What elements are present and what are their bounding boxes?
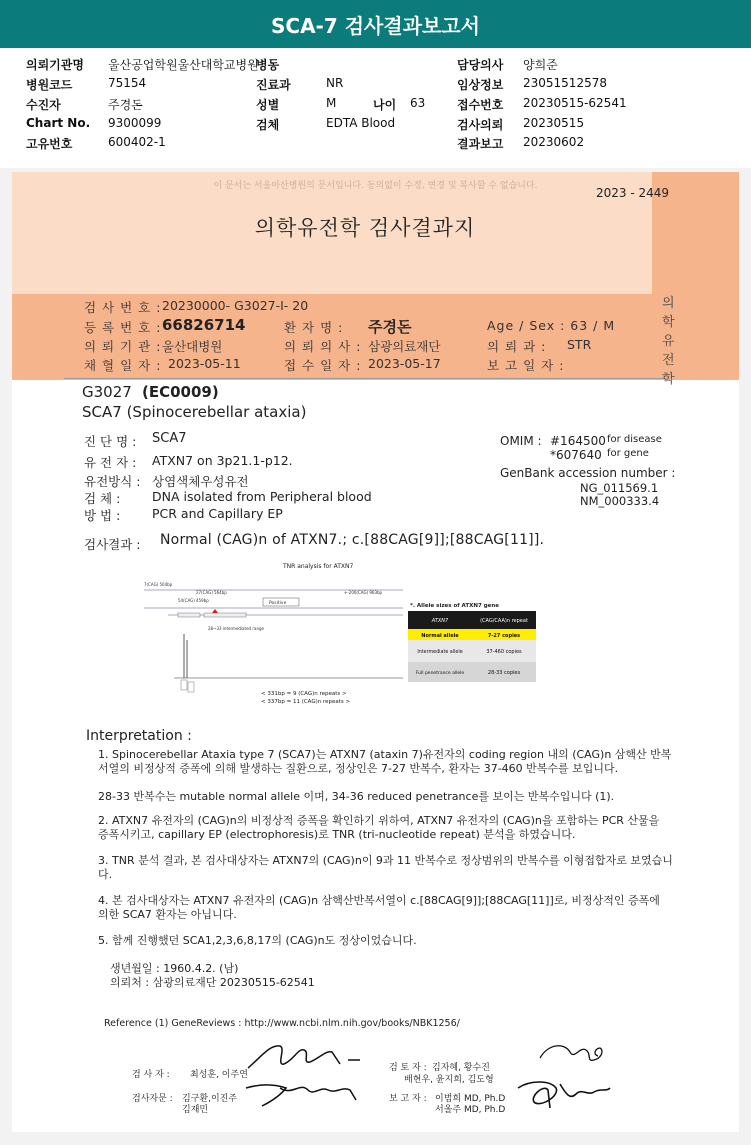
tnr-figure: [138, 560, 638, 710]
reg-no-label: 등 록 번 호 :: [84, 320, 162, 335]
figure-title: TNR analysis for ATXN7: [283, 563, 354, 570]
reference-line: Reference (1) GeneReviews : http://www.ncbi.nlm.nih.gov/books/NBK1256/: [104, 1018, 460, 1029]
reporter-label: 보 고 자 :: [389, 1094, 427, 1104]
inheritance-value: 상염색체우성유전: [152, 474, 249, 489]
range-label: 28~33 intermediated range: [208, 626, 264, 631]
omim-disease-note: for disease: [607, 434, 662, 445]
reporter-signature: [510, 1074, 616, 1114]
receipt-date-value: 2023-05-17: [368, 356, 441, 371]
examiner-value: 최성훈, 이주연: [190, 1070, 248, 1080]
report-title-bar: SCA-7 검사결과보고서: [0, 0, 751, 48]
allele-table-title: *. Allele sizes of ATXN7 gene: [410, 603, 500, 609]
patient-name-label: 환 자 명 :: [284, 320, 344, 335]
hospital-value: 울산공업학원울산대학교병원: [108, 58, 259, 72]
patient-name-value: 주경돈: [368, 318, 412, 336]
sample-value: DNA isolated from Peripheral blood: [152, 489, 372, 504]
ward-label: 병동: [256, 58, 280, 72]
test-name: SCA7 (Spinocerebellar ataxia): [82, 403, 307, 421]
interpretation-title: Interpretation :: [86, 728, 192, 744]
interpretation-paragraph-2: 2. ATXN7 유전자의 (CAG)n의 비정상적 증폭을 확인하기 위하여, ATXN7 유전자의 (CAG)n을 포함하는 PCR 산물을 증폭시키고, capillary EP (electrophoresis)로 TNR (tri-nucleotide repeat) 분석을 하였습니다.: [98, 814, 660, 841]
doctor-value: 양희준: [523, 58, 558, 72]
test-no-label: 검 사 번 호 :: [84, 300, 162, 315]
reviewer-value-2: 배현우, 윤지희, 김도형: [404, 1075, 494, 1085]
omim-label: OMIM :: [500, 434, 542, 448]
gene-label: 유 전 자 :: [84, 455, 137, 470]
specimen-label: 검체: [256, 118, 280, 132]
specimen-value: EDTA Blood: [326, 116, 396, 130]
allele-table-head-gene: ATXN7: [431, 618, 449, 624]
test-code: G3027: [82, 383, 132, 401]
collection-date-label: 채 혈 일 자 :: [84, 358, 162, 373]
advisor-value-2: 김재민: [182, 1105, 209, 1115]
request-dept-label: 의 뢰 과 :: [487, 339, 547, 354]
intermediate-allele-label: Intermediate allele: [417, 650, 463, 655]
result-document: [12, 172, 739, 1132]
top-label-4: Positive: [269, 601, 287, 606]
advisor-signature: [240, 1076, 370, 1110]
report-header: [0, 48, 751, 168]
result-report-label: 결과보고: [457, 137, 504, 151]
document-number: 2023 - 2449: [596, 186, 670, 200]
tnr-figure-svg: [138, 560, 638, 710]
sex-label: 성별: [256, 98, 280, 112]
dept-label: 진료과: [256, 78, 291, 92]
genbank-ng: NG_011569.1: [580, 481, 659, 495]
top-label-3: 54(CAG) 459bp: [178, 598, 209, 603]
clinical-info-value: 23051512578: [523, 76, 607, 90]
uid-value: 600402-1: [108, 135, 166, 149]
requester-label: 의 뢰 의 사 :: [284, 339, 362, 354]
sex-value: M: [326, 96, 337, 110]
watermark-text: 이 문서는 서울아산병원의 문서입니다. 동의없이 수정, 변경 및 복사할 수 없습니다.: [213, 181, 538, 191]
patient-value: 주경돈: [108, 98, 143, 112]
reg-no-value: 66826714: [162, 316, 246, 334]
omim-gene-note: for gene: [607, 448, 649, 459]
intermediate-bin: [204, 613, 246, 617]
method-value: PCR and Capillary EP: [152, 506, 283, 521]
institution-value: 울산대병원: [162, 339, 223, 354]
allele-table-head-repeat: (CAG/CAA)n repeat: [480, 618, 528, 624]
method-label: 방 법 :: [84, 508, 121, 523]
genbank-label: GenBank accession number :: [500, 466, 676, 480]
report-date-label: 보 고 일 자 :: [487, 358, 565, 373]
doctor-label: 담당의사: [457, 58, 504, 72]
side-label: 의학유전학: [662, 296, 675, 387]
reviewer-value-1: 김자혜, 황수진: [432, 1063, 490, 1073]
reviewer-label: 검 토 자 :: [389, 1063, 427, 1073]
result-report-value: 20230602: [523, 135, 585, 149]
receipt-label: 접수번호: [457, 98, 504, 112]
requester-line: 의뢰처 : 삼광의료재단 20230515-62541: [110, 976, 315, 989]
examiner-signature: [240, 1038, 370, 1072]
inheritance-label: 유전방식 :: [84, 474, 141, 489]
reporter-value-2: 서올주 MD, Ph.D: [435, 1105, 506, 1115]
request-label: 검사의뢰: [457, 118, 504, 132]
hospital-label: 의뢰기관명: [26, 58, 84, 72]
request-dept-value: STR: [567, 337, 592, 352]
peak-label-box-2: [188, 682, 194, 692]
document-title: 의학유전학 검사결과지: [254, 216, 476, 240]
full-penetrance-label: Full penetrance allele: [415, 671, 465, 676]
normal-allele-label: Normal allele: [421, 633, 459, 639]
hosp-code-label: 병원코드: [26, 78, 73, 92]
genbank-nm: NM_000333.4: [580, 494, 660, 508]
info-divider: [64, 378, 664, 379]
advisor-label: 검사자문 :: [132, 1094, 173, 1104]
top-label-1: 7(CAG) 504bp: [144, 582, 173, 587]
diagnosis-label: 진 단 명 :: [84, 434, 137, 449]
age-sex: Age / Sex : 63 / M: [487, 318, 616, 333]
age-label: 나이: [373, 98, 397, 112]
top-label-5: +-200(CAG) 963bp: [344, 590, 383, 595]
interpretation-paragraph-1: 1. Spinocerebellar Ataxia type 7 (SCA7)는 ATXN7 (ataxin 7)유전자의 coding region 내의 (CAG)n 삼핵산 반복서열의 비정상적 증폭에 의해 발생하는 질환으로, 정상인은 7-27 반복수, 환자는 37-460 반복수를 보입니다.: [98, 748, 672, 775]
omim-disease-id: #164500: [550, 434, 606, 448]
request-value: 20230515: [523, 116, 585, 130]
interpretation-paragraph-4: 4. 본 검사대상자는 ATXN7 유전자의 (CAG)n 삼핵산반복서열이 c.[88CAG[9]];[88CAG[11]]로, 비정상적인 증폭에 의한 SCA7 환자는 아닙니다.: [98, 894, 660, 921]
allele-marker: [212, 609, 218, 613]
result-label: 검사결과 :: [84, 537, 141, 552]
clinical-info-label: 임상정보: [457, 78, 504, 92]
dept-value: NR: [326, 76, 344, 90]
birth-date-line: 생년월일 : 1960.4.2. (남): [110, 962, 239, 975]
omim-gene-id: *607640: [550, 448, 602, 462]
normal-bin: [178, 613, 200, 617]
test-code-secondary: (EC0009): [142, 383, 219, 401]
intermediate-allele-range: 37-460 copies: [486, 649, 522, 655]
uid-label: 고유번호: [26, 137, 73, 151]
hosp-code-value: 75154: [108, 76, 147, 90]
chart-value: 9300099: [108, 116, 162, 130]
age-value: 63: [410, 96, 426, 110]
gene-value: ATXN7 on 3p21.1-p12.: [152, 453, 293, 468]
test-no-value: 20230000- G3027-I- 20: [162, 298, 309, 313]
top-label-2: 27(CAG) 564bp: [196, 590, 227, 595]
caption-331: < 331bp = 9 (CAG)n repeats >: [261, 691, 347, 697]
diagnosis-value: SCA7: [152, 431, 187, 446]
advisor-value-1: 김구환,이진주: [182, 1094, 238, 1104]
reporter-value-1: 이범희 MD, Ph.D: [435, 1094, 506, 1104]
caption-337: < 337bp = 11 (CAG)n repeats >: [261, 699, 351, 705]
full-penetrance-range: 28-33 copies: [487, 670, 521, 676]
institution-label: 의 뢰 기 관 :: [84, 339, 162, 354]
requester-value: 삼광의료재단: [368, 339, 441, 354]
normal-allele-range: 7-27 copies: [487, 633, 521, 639]
examiner-label: 검 사 자 :: [132, 1070, 170, 1080]
interpretation-paragraph-5: 5. 함께 진행했던 SCA1,2,3,6,8,17의 (CAG)n도 정상이었습니다.: [98, 934, 417, 947]
collection-date-value: 2023-05-11: [168, 356, 241, 371]
result-value: Normal (CAG)n of ATXN7.; c.[88CAG[9]];[88CAG[11]].: [160, 532, 545, 548]
chart-label: Chart No.: [26, 116, 91, 130]
sample-label: 검 체 :: [84, 491, 121, 506]
peak-label-box-1: [181, 680, 187, 690]
interpretation-paragraph-3: 3. TNR 분석 결과, 본 검사대상자는 ATXN7의 (CAG)n이 9과 11 반복수로 정상범위의 반복수를 이형접합자로 보였습니다.: [98, 854, 673, 881]
interpretation-paragraph-1b: 28-33 반복수는 mutable normal allele 이며, 34-36 reduced penetrance를 보이는 반복수입니다 (1).: [98, 790, 615, 803]
patient-label: 수진자: [26, 98, 61, 112]
reviewer-signature: [534, 1038, 614, 1068]
receipt-value: 20230515-62541: [523, 96, 627, 110]
receipt-date-label: 접 수 일 자 :: [284, 358, 362, 373]
